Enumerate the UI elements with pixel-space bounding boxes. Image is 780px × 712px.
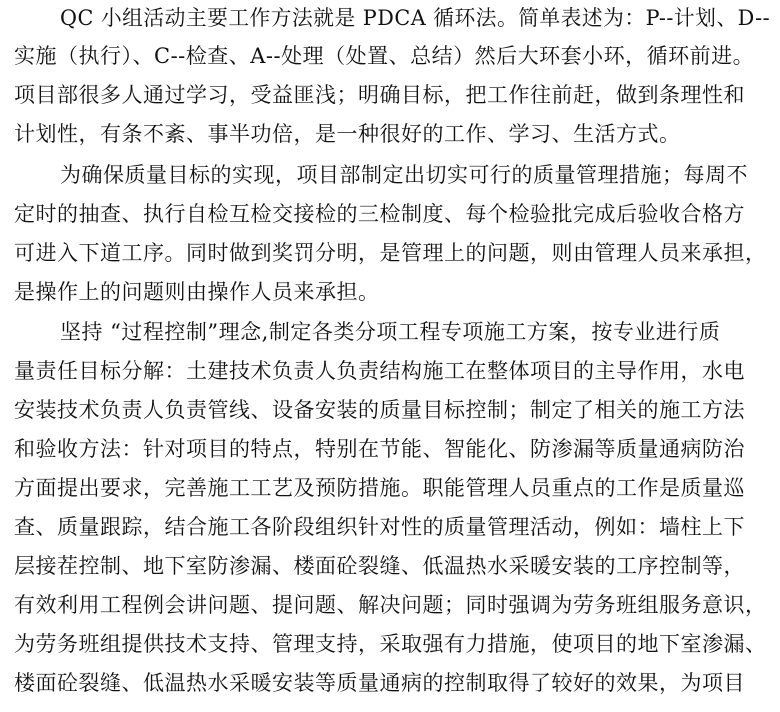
paragraph-3-line-10: 楼面砼裂缝、低温热水采暖安装等质量通病的控制取得了较好的效果，为项目 (14, 671, 745, 695)
paragraph-1-line-3: 项目部很多人通过学习，受益匪浅；明确目标，把工作往前赶，做到条理性和 (14, 83, 745, 107)
paragraph-3-line-6: 查、质量跟踪，结合施工各阶段组织针对性的质量管理活动，例如：墙柱上下 (14, 515, 745, 539)
paragraph-1-line-2: 实施（执行）、C--检查、A--处理（处置、总结）然后大环套小环，循环前进。 (14, 44, 755, 68)
paragraph-2-line-2: 定时的抽查、执行自检互检交接检的三检制度、每个检验批完成后验收合格方 (14, 202, 745, 226)
paragraph-1-line-4: 计划性，有条不紊、事半功倍，是一种很好的工作、学习、生活方式。 (14, 122, 681, 146)
paragraph-1-line-1: QC 小组活动主要工作方法就是 PDCA 循环法。简单表述为：P--计划、D-- (60, 6, 771, 30)
paragraph-2-line-1: 为确保质量目标的实现，项目部制定出切实可行的质量管理措施；每周不 (60, 163, 748, 187)
paragraph-3-line-3: 安装技术负责人负责管线、设备安装的质量目标控制；制定了相关的施工方法 (14, 398, 745, 422)
paragraph-2-line-3: 可进入下道工序。同时做到奖罚分明，是管理上的问题，则由管理人员来承担， (14, 241, 767, 265)
paragraph-3-line-9: 为劳务班组提供技术支持、管理支持，采取强有力措施，使项目的地下室渗漏、 (14, 632, 767, 656)
paragraph-3-line-1: 坚持 “过程控制”理念,制定各类分项工程专项施工方案，按专业进行质 (60, 320, 721, 344)
paragraph-3-line-8: 有效利用工程例会讲问题、提问题、解决问题；同时强调为劳务班组服务意识， (14, 593, 767, 617)
paragraph-2-line-4: 是操作上的问题则由操作人员来承担。 (14, 280, 380, 304)
paragraph-3-line-7: 层接茬控制、地下室防渗漏、楼面砼裂缝、低温热水采暖安装的工序控制等， (14, 554, 745, 578)
paragraph-3-line-5: 方面提出要求，完善施工工艺及预防措施。职能管理人员重点的工作是质量巡 (14, 476, 745, 500)
paragraph-3-line-2: 量责任目标分解：土建技术负责人负责结构施工在整体项目的主导作用，水电 (14, 359, 745, 383)
paragraph-3-line-4: 和验收方法：针对项目的特点，特别在节能、智能化、防渗漏等质量通病防治 (14, 437, 745, 461)
